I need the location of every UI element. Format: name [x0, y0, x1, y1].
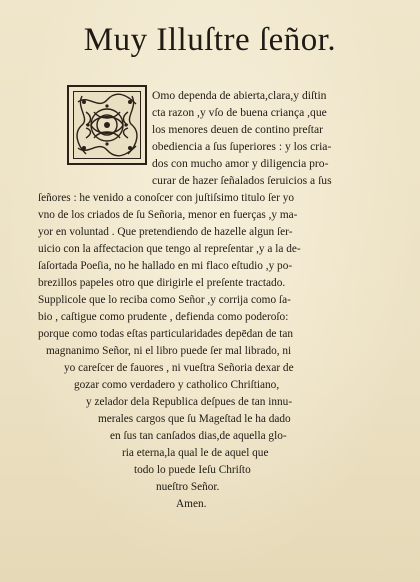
text-line: Supplicole que lo reciba como Señor ,y corrija como ſa-	[38, 294, 291, 306]
text-line: ſaſortada Poeſia, no he hallado en mi flaco eſtudio ,y po-	[38, 260, 293, 272]
text-line: bio , caſtigue como prudente , defienda como poderoſo:	[38, 311, 289, 323]
text-line: dos con mucho amor y diligencia pro-	[152, 157, 329, 170]
text-line: porque como todas eſtas particularidades depēdan de tan	[38, 328, 294, 340]
text-line: los menores deuen de contino preſtar	[152, 123, 323, 136]
page-title: Muy Illuſtre ſeñor.	[83, 22, 337, 58]
text-line: obediencia a ſus ſuperiores : y los cria-	[152, 140, 332, 153]
text-line: Amen.	[176, 498, 207, 510]
text-line: vno de los criados de ſu Señoria, menor en fuerças ,y ma-	[38, 209, 298, 221]
text-line: Omo dependa de abierta,clara,y diſtin	[152, 89, 327, 102]
text-line: uicio con la affectacion que tengo al repreſentar ,y a la de-	[38, 243, 301, 255]
text-line: cta razon ,y vſo de buena criança ,que	[152, 106, 327, 119]
text-line: gozar como verdadero y catholico Chriſtiano,	[74, 379, 280, 391]
text-line: ſeñores : he venido a conoſcer con juſtiſsimo titulo ſer yo	[38, 192, 295, 204]
text-line: brezillos papeles otro que dirigirle el preſente tractado.	[38, 277, 286, 289]
text-line: en ſus tan canſados dias,de aquella glo-	[110, 430, 287, 442]
text-line: magnanimo Señor, ni el libro puede ſer mal librado, ni	[46, 345, 292, 357]
text-line: y zelador dela Republica deſpues de tan innu-	[86, 396, 293, 408]
text-line: ria eterna,la qual le de aquel que	[122, 447, 269, 459]
text-line: nueſtro Señor.	[156, 481, 220, 493]
text-line: todo lo puede Ieſu Chriſto	[134, 464, 251, 476]
text-line: curar de hazer ſeñalados ſeruicios a ſus	[152, 174, 332, 187]
text-line: merales cargos que ſu Mageſtad le ha dado	[98, 413, 291, 425]
text-line: yo careſcer de fauores , ni vueſtra Señoria dexar de	[64, 362, 294, 374]
ornamental-initial-icon	[67, 85, 147, 165]
text-line: yor en voluntad . Que pretendiendo de hazelle algun ſer-	[38, 226, 293, 238]
